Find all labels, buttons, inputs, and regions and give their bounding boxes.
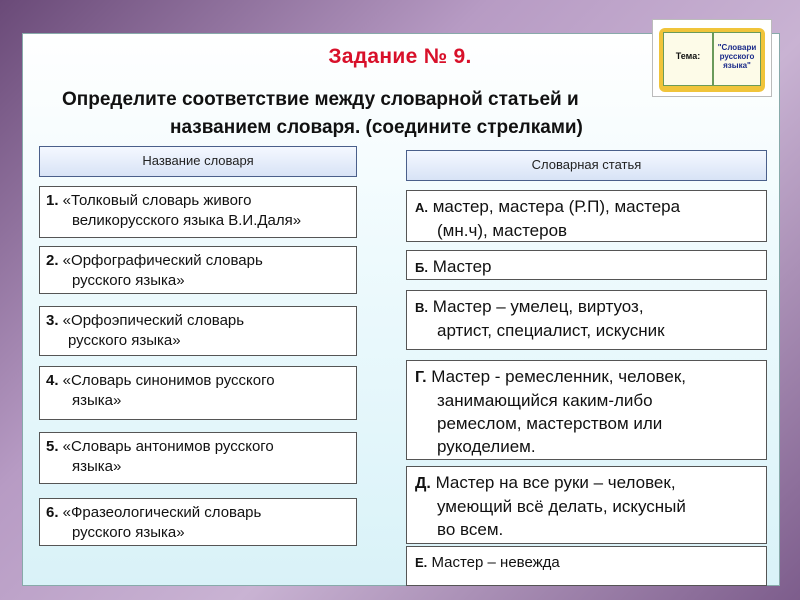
entry-line1: мастер, мастера (Р.П), мастера [428,197,681,216]
dictionary-name-line1: «Толковый словарь живого [58,192,252,209]
entry-item-a[interactable] [406,190,767,242]
dictionary-number: 3. [46,312,59,329]
dictionary-name-header: Название словаря [39,146,357,177]
dictionary-name-line1: «Словарь синонимов русского [58,372,275,389]
book-right-page: "Словари русского языка" [713,32,761,86]
dictionary-name-line1: «Словарь антонимов русского [58,438,274,455]
dictionary-name-line2: языка» [72,392,122,409]
dictionary-name-line1: «Орфоэпический словарь [58,312,245,329]
dictionary-item-2[interactable] [39,246,357,294]
dictionary-item-3[interactable] [39,306,357,356]
book-topic-image [652,19,772,97]
dictionary-item-4[interactable] [39,366,357,420]
entry-letter: Б. [415,260,428,275]
entry-item-d[interactable] [406,466,767,544]
dictionary-name-line2: языка» [72,458,122,475]
question-line-1: Определите соответствие между словарной статьей и [62,89,579,110]
book-icon [659,28,765,92]
book-left-page: Тема: [663,32,713,86]
entry-item-b[interactable] [406,250,767,280]
entry-line2: (мн.ч), мастеров [437,221,568,240]
entry-letter: А. [415,200,428,215]
entry-letter: В. [415,300,428,315]
entry-line1: Мастер – умелец, виртуоз, [428,297,644,316]
entry-line1: Мастер – невежда [427,554,560,571]
entry-item-g[interactable] [406,360,767,460]
question-line-2: названием словаря. (соедините стрелками) [170,117,583,138]
task-title: Задание № 9. [328,45,472,68]
dictionary-number: 4. [46,372,59,389]
dictionary-item-6[interactable] [39,498,357,546]
dictionary-entry-header: Словарная статья [406,150,767,181]
entry-line1: Мастер - ремесленник, человек, [426,367,687,386]
entry-line1: Мастер на все руки – человек, [430,473,676,492]
dictionary-item-5[interactable] [39,432,357,484]
dictionary-number: 1. [46,192,59,209]
entry-item-v[interactable] [406,290,767,350]
dictionary-item-1[interactable] [39,186,357,238]
dictionary-name-line2: русского языка» [72,272,185,289]
entry-line3: ремеслом, мастерством или [437,414,663,433]
dictionary-name-line2: русского языка» [72,524,185,541]
dictionary-name-line1: «Фразеологический словарь [58,504,262,521]
entry-letter: Д. [415,475,431,492]
entry-letter: Е. [415,555,428,570]
dictionary-name-line1: «Орфографический словарь [58,252,263,269]
entry-line4: рукоделием. [437,437,536,456]
entry-line2: умеющий всё делать, искусный [437,497,686,516]
dictionary-number: 5. [46,438,59,455]
entry-line2: занимающийся каким-либо [437,391,653,410]
dictionary-name-line2: великорусского языка В.И.Даля» [72,212,302,229]
dictionary-name-line2: русского языка» [68,332,181,349]
entry-item-e[interactable] [406,546,767,586]
entry-line2: артист, специалист, искусник [437,321,665,340]
entry-line1: Мастер [427,257,492,276]
entry-line3: во всем. [437,520,504,539]
entry-letter: Г. [415,369,427,386]
dictionary-number: 6. [46,504,59,521]
dictionary-number: 2. [46,252,59,269]
